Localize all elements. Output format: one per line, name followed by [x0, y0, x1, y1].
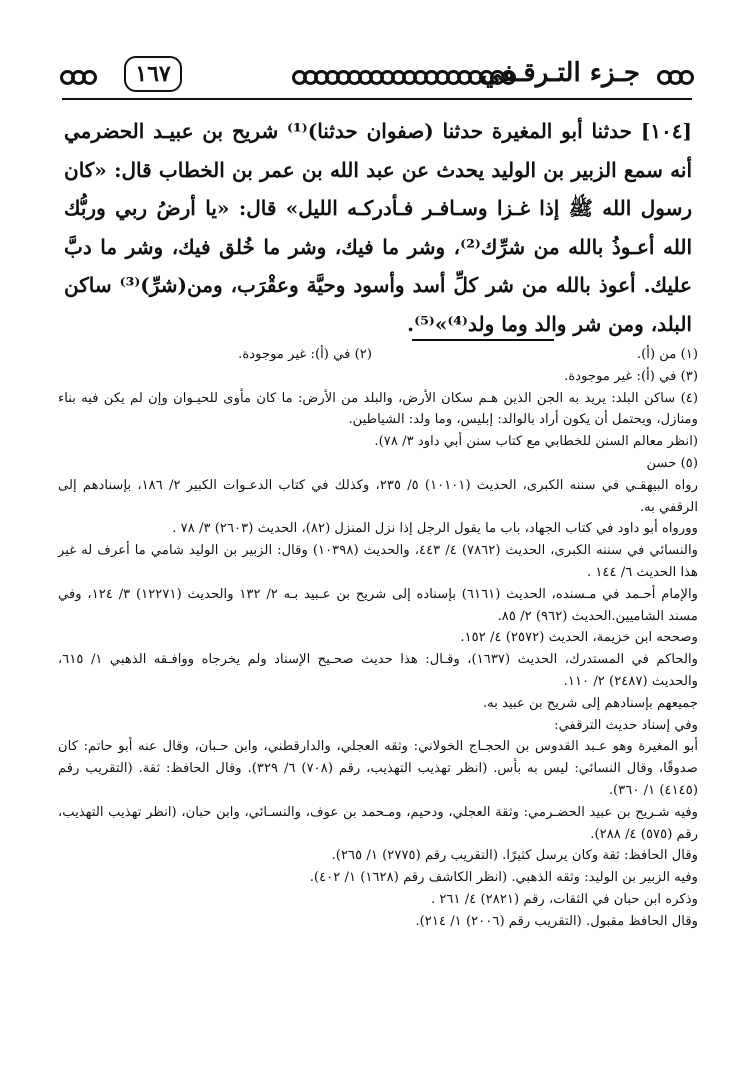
- footnote-4-source: (انظر معالم السنن للخطابي مع كتاب سنن أبي داود ٣/ ٧٨).: [374, 434, 698, 450]
- hadith-body: حدثنا أبو المغيرة حدثنا (صفوان حدثنا)⁽¹⁾ شريح بن عبيـد الحضرمي أنه سمع الزبير بن الوليد يحدث عن عبد الله بن عمر بن الخطاب قال: «كان رسول الله ﷺ إذا غـزا وسـافـر فـأدركـه الليل» قال: «يا أرضُ ربي وربُّك الله أعـوذُ بالله من شرِّك⁽²⁾، وشر ما فيك، وشر ما خُلق فيك، وشر ما دبَّ عليك. أعوذ بالله من شر كلِّ أسد وأسود وحيَّة وعقْرَب، ومن(شرِّ)⁽³⁾ ساكن البلد، ومن شر والد وما ولد⁽⁴⁾»⁽⁵⁾.: [64, 119, 693, 336]
- ornament-ring-icon: [657, 70, 672, 85]
- takhrij-paragraph: وفي إسناد حديث الترقفي:: [554, 717, 698, 733]
- ornament-middle: [294, 60, 514, 94]
- takhrij-paragraph: وصححه ابن خزيمة، الحديث (٢٥٧٢) ٤/ ١٥٢.: [460, 630, 698, 646]
- hadith-text: [64, 112, 692, 343]
- takhrij-paragraph: وورواه أبو داود في كتاب الجهاد، باب ما يقول الرجل إذا نزل المنزل (٨٢)، الحديث (٢٦٠٣) ٣/ ٧٨ .: [172, 521, 698, 537]
- narrator-paragraph: وقال الحافظ: ثقة وكان يرسل كثيرًا. (التقريب رقم (٢٧٧٥) ١/ ٢٦٥).: [331, 848, 698, 864]
- narrator-paragraph: وقال الحافظ مقبول. (التقريب رقم (٢٠٠٦) ١/ ٢١٤).: [415, 913, 698, 929]
- footnote-5: (٥) حسن: [646, 455, 698, 471]
- takhrij-paragraph: والنسائي في سننه الكبرى، الحديث (٧٨٦٢) ٤/ ٤٤٣، والحديث (١٠٣٩٨) وقال: الزبير بن الوليد شامي ما أعرف له غير هذا الحديث ٦/ ١٤٤ .: [58, 543, 698, 580]
- footnote-3: (٣) في (أ): غير موجودة.: [564, 368, 698, 384]
- page-number: ١٦٧: [124, 56, 182, 92]
- footnote-separator: [412, 339, 554, 341]
- footnote-row: [58, 344, 698, 366]
- ornament-ring-icon: [292, 70, 307, 85]
- page-header: [62, 56, 692, 100]
- takhrij-paragraph: جميعهم بإسنادهم إلى شريح بن عبيد به.: [482, 695, 698, 711]
- narrator-paragraph: وذكره ابن حبان في الثقات، رقم (٢٨٢١) ٤/ ٢٦١ .: [430, 891, 698, 907]
- ornament-right: [659, 60, 692, 94]
- takhrij-paragraph: رواه البيهقـي في سننه الكبرى، الحديث (١٠١٠١) ٥/ ٢٣٥، وكذلك في كتاب الدعـوات الكبير ٢/ ١٨٦، بإسنادهم إلى الرقفي به.: [58, 477, 699, 515]
- book-title: جـزء التـرقـفي: [480, 58, 640, 88]
- header-rule: [62, 98, 692, 100]
- footnote-4: (٤) ساكن البلد: يريد به الجن الذين هـم سكان الأرض، والبلد من الأرض: ما كان مأوى للحيـوان وإن لم يكن فيه بناء ومنازل، ويحتمل أن يكون أراد بالوالد: إبليس، وما ولد: الشياطين.: [58, 390, 698, 428]
- narrator-paragraph: أبو المغيرة وهو عـبد القدوس بن الحجـاج الخولاني: وثقه العجلي، والدارقطني، وابن حـبان، وقال عنه أبو حاتم: كان صدوقًا، وقال النسائي: ليس به بأس. (انظر تهذيب التهذيب، رقم (٧٠٨) ٦/ ٣٢٩). وقال الحافظ: ثقة. (التقريب رقم (٤١٤٥) ١/ ٣٦٠).: [58, 739, 698, 798]
- ornament-ring-icon: [60, 70, 75, 85]
- ornament-left: [62, 60, 95, 94]
- hadith-number: [١٠٤]: [640, 119, 692, 143]
- footnote-2: (٢) في (أ): غير موجودة.: [238, 347, 372, 362]
- takhrij-paragraph: والحاكم في المستدرك، الحديث (١٦٣٧)، وقـال: هذا حديث صحـيح الإسناد ولم يخرجاه ووافـقه الذهبي ١/ ٦١٥، والحديث (٢٤٨٧) ٢/ ١١٠.: [58, 652, 698, 689]
- footnotes: [58, 344, 698, 933]
- footnote-1: (١) من (أ).: [636, 347, 698, 362]
- narrator-paragraph: وفيه الزبير بن الوليد: وثقه الذهبي. (انظر الكاشف رقم (١٦٢٨) ١/ ٤٠٢).: [309, 870, 698, 886]
- narrator-paragraph: وفيه شـريح بن عبيد الحضـرمي: وثقة العجلي، ودحيم، ومـحمد بن عوف، والنسـائي، وابن حبان، (انظر تهذيب التهذيب، رقم (٥٧٥) ٤/ ٢٨٨).: [58, 804, 698, 842]
- takhrij-paragraph: والإمام أحـمد في مـسنده، الحديث (٦١٦١) بإسناده إلى شريح بن عـبيد بـه ٢/ ١٣٢ والحديث (١٢٢٧١) ٣/ ١٢٤، وفي مسند الشاميين.الحديث (٩٦٢) ٢/ ٨٥.: [58, 586, 698, 624]
